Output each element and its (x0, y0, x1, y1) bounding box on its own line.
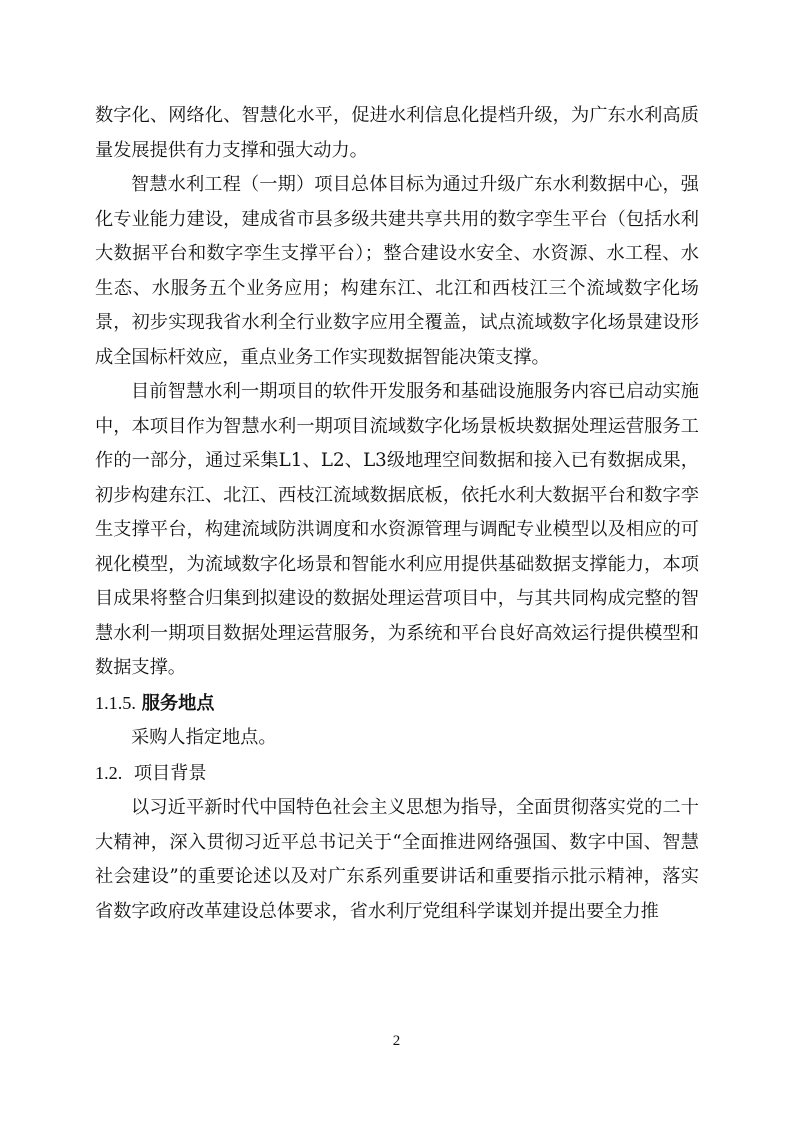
paragraph-continuation: 数字化、网络化、智慧化水平，促进水利信息化提档升级，为广东水利高质量发展提供有力支撑和强大动力。 (95, 105, 699, 161)
heading-project-background (95, 756, 699, 792)
heading-title: 项目背景 (133, 762, 207, 784)
paragraph-project-status: 目前智慧水利一期项目的软件开发服务和基础设施服务内容已启动实施中，本项目作为智慧水利一期项目流域数字化场景板块数据处理运营服务工作的一部分，通过采集L1、L2、L3级地理空间数据和接入已有数据成果，初步构建东江、北江、西枝江流域数据底板，依托水利大数据平台和数字孪生支撑平台，构建流域防洪调度和水资源管理与调配专业模型以及相应的可视化模型，为流域数字化场景和智能水利应用提供基础数据支撑能力，本项目成果将整合归集到拟建设的数据处理运营项目中，与其共同构成完整的智慧水利一期项目数据处理运营服务，为系统和平台良好高效运行提供模型和数据支撑。 (95, 381, 699, 678)
heading-number: 1.1.5. (95, 692, 136, 713)
paragraph-service-location: 采购人指定地点。 (131, 727, 277, 748)
page-number: 2 (392, 1033, 401, 1049)
paragraph-project-goal: 智慧水利工程（一期）项目总体目标为通过升级广东水利数据中心，强化专业能力建设，建成省市县多级共建共享共用的数字孪生平台（包括水利大数据平台和数字孪生支撑平台）；整合建设水安全、水资源、水工程、水生态、水服务五个业务应用；构建东江、北江和西枝江三个流域数字化场景，初步实现我省水利全行业数字应用全覆盖，试点流域数字化场景建设形成全国标杆效应，重点业务工作实现数据智能决策支撑。 (95, 174, 699, 368)
paragraph-background: 以习近平新时代中国特色社会主义思想为指导，全面贯彻落实党的二十大精神，深入贯彻习近平总书记关于“全面推进网络强国、数字中国、智慧社会建设”的重要论述以及对广东系列重要讲话和重要指示批示精神，落实省数字政府改革建设总体要求，省水利厅党组科学谋划并提出要全力推 (95, 797, 699, 922)
heading-number: 1.2. (95, 762, 123, 783)
body-text (95, 99, 699, 929)
heading-title: 服务地点 (141, 692, 215, 714)
heading-service-location (95, 686, 699, 722)
